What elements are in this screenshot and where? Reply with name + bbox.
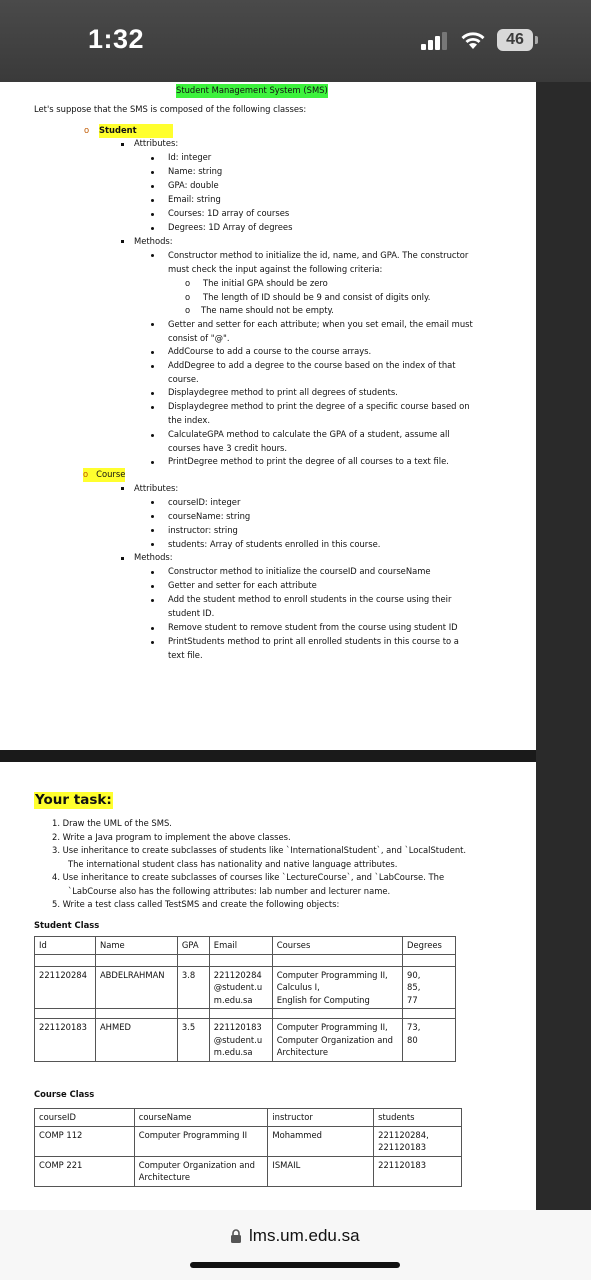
table-header: Degrees [403, 937, 456, 955]
student-method: CalculateGPA method to calculate the GPA of a student, assume all [168, 429, 450, 439]
cell-line: 221120284 [213, 969, 262, 980]
task-item: 2. Write a Java program to implement the above classes. [52, 832, 291, 842]
cell-students [374, 1126, 462, 1156]
cell-line: Calculus I, [276, 982, 320, 992]
battery-indicator: 46 [497, 29, 533, 51]
table-header: Name [95, 937, 177, 955]
student-methods-label: Methods: [134, 236, 173, 246]
student-table [34, 936, 456, 1062]
course-attr: students: Array of students enrolled in this course. [168, 539, 381, 549]
cell-id: 221120183 [35, 1019, 96, 1062]
cell-line: 80 [407, 1034, 418, 1045]
cell-line: @student.u [213, 982, 263, 992]
cell-line: Computer Programming II, [276, 969, 388, 980]
course-heading: Course [96, 469, 126, 479]
cell-line: 221120183 [378, 1142, 427, 1152]
cell-line: Computer Programming II [138, 1129, 248, 1140]
bullet-icon [151, 185, 154, 188]
viewer-background [536, 82, 591, 1210]
cell-students [374, 1156, 462, 1186]
cell-courses [272, 966, 402, 1009]
cell-line: Architecture [138, 1172, 190, 1182]
student-attr: Degrees: 1D Array of degrees [168, 222, 293, 232]
cell-gpa: 3.5 [177, 1019, 209, 1062]
bullet-icon [151, 351, 154, 354]
cell-line: 221120183 [378, 1159, 427, 1170]
table-row [35, 966, 456, 1009]
cell-line: 90, [407, 969, 421, 980]
cell-name: ABDELRAHMAN [95, 966, 177, 1009]
student-method: the index. [168, 415, 210, 425]
table-header: Courses [272, 937, 402, 955]
course-methods-label: Methods: [134, 552, 173, 562]
cell-line: Architecture [276, 1047, 328, 1057]
bullet-icon [151, 406, 154, 409]
cell-line: 77 [407, 994, 418, 1005]
cell-line: m.edu.sa [213, 994, 253, 1005]
square-bullet-icon [121, 557, 124, 560]
course-attr: instructor: string [168, 525, 238, 535]
student-method: consist of "@". [168, 333, 230, 343]
course-method: text file. [168, 650, 203, 660]
table-header: courseName [134, 1109, 268, 1127]
table-row [35, 1156, 462, 1186]
cell-line: Computer Programming II, [276, 1022, 388, 1032]
cell-course-name [134, 1156, 268, 1186]
bullet-icon [151, 171, 154, 174]
bullet-icon [151, 627, 154, 630]
table-header: students [374, 1109, 462, 1127]
url-text[interactable]: lms.um.edu.sa [249, 1226, 360, 1245]
course-attributes-label: Attributes: [134, 483, 179, 493]
student-attr: Id: integer [168, 152, 212, 162]
circle-bullet-icon: o [84, 125, 90, 135]
student-method: AddCourse to add a course to the course arrays. [168, 346, 372, 356]
cell-line: 221120183 [213, 1022, 262, 1032]
task-title: Your task: [35, 792, 112, 808]
table-header: instructor [268, 1109, 374, 1127]
task-item: 1. Draw the UML of the SMS. [52, 818, 172, 828]
course-method: Remove student to remove student from the course using student ID [168, 622, 458, 632]
bullet-icon [151, 515, 154, 518]
cell-line: @student.u [213, 1034, 263, 1045]
cell-email [209, 1019, 272, 1062]
course-class-label: Course Class [34, 1089, 95, 1099]
bullet-icon [151, 501, 154, 504]
bullet-icon [151, 543, 154, 546]
cell-courses [272, 1019, 402, 1062]
bullet-icon [151, 254, 154, 257]
square-bullet-icon [121, 240, 124, 243]
status-time: 1:32 [88, 24, 145, 54]
student-method: Constructor method to initialize the id, name, and GPA. The constructor [168, 250, 469, 260]
course-attr: courseID: integer [168, 497, 241, 507]
student-method: course. [168, 374, 199, 384]
student-attr: Name: string [168, 166, 223, 176]
bullet-icon [151, 434, 154, 437]
bullet-icon [151, 365, 154, 368]
bullet-icon [151, 641, 154, 644]
table-header: Email [209, 937, 272, 955]
cell-degrees [403, 966, 456, 1009]
circle-bullet-icon: o [185, 292, 191, 302]
doc-title: Student Management System (SMS) [176, 84, 328, 98]
cell-line: m.edu.sa [213, 1047, 253, 1057]
bullet-icon [151, 392, 154, 395]
wifi-icon [460, 30, 486, 50]
square-bullet-icon [121, 143, 124, 146]
square-bullet-icon [121, 487, 124, 490]
cell-line: English for Computing [276, 994, 370, 1005]
circle-bullet-icon: o [185, 278, 191, 288]
table-header-row [35, 1109, 462, 1127]
bullet-icon [151, 323, 154, 326]
cell-id: 221120284 [35, 966, 96, 1009]
bullet-icon [151, 599, 154, 602]
bullet-icon [151, 571, 154, 574]
table-row [35, 1126, 462, 1156]
bullet-icon [151, 227, 154, 230]
cell-line: 221120284, [378, 1129, 429, 1140]
student-method: Displaydegree method to print all degrees of students. [168, 387, 398, 397]
task-item: 4. Use inheritance to create subclasses of courses like `LectureCourse`, and `LabCourse. The [52, 872, 445, 882]
table-header: GPA [177, 937, 209, 955]
student-attr: GPA: double [168, 180, 219, 190]
page-separator [0, 750, 536, 762]
status-bar [0, 0, 591, 82]
bullet-icon [151, 461, 154, 464]
student-method: AddDegree to add a degree to the course based on the index of that [168, 360, 456, 370]
document-page-2 [0, 762, 536, 1210]
course-method: Constructor method to initialize the courseID and courseName [168, 566, 431, 576]
cell-line: 85, [407, 982, 421, 992]
table-spacer-row [35, 954, 456, 966]
cell-line: Computer Organization and [276, 1034, 393, 1045]
course-heading-row [83, 468, 125, 482]
course-method: student ID. [168, 608, 215, 618]
student-heading: Student [99, 124, 173, 138]
document-page-1 [0, 82, 536, 750]
criteria-item: The initial GPA should be zero [203, 278, 328, 288]
bullet-icon [151, 199, 154, 202]
student-attr: Courses: 1D array of courses [168, 208, 290, 218]
criteria-item: The length of ID should be 9 and consist of digits only. [203, 292, 431, 302]
cell-line: Computer Organization and [138, 1159, 255, 1170]
student-method: Getter and setter for each attribute; when you set email, the email must [168, 319, 473, 329]
course-method: Add the student method to enroll students in the course using their [168, 594, 452, 604]
doc-intro: Let's suppose that the SMS is composed of the following classes: [34, 104, 307, 114]
criteria-item: The name should not be empty. [201, 305, 334, 315]
home-indicator[interactable] [190, 1262, 400, 1268]
lock-icon [230, 1229, 242, 1243]
table-spacer-row [35, 1009, 456, 1019]
task-item: 5. Write a test class called TestSMS and create the following objects: [52, 899, 340, 909]
bullet-icon [151, 213, 154, 216]
circle-bullet-icon: o [83, 469, 97, 479]
battery-tip [535, 36, 538, 44]
student-method: Displaydegree method to print the degree of a specific course based on [168, 401, 470, 411]
cell-email [209, 966, 272, 1009]
bullet-icon [151, 585, 154, 588]
task-item: `LabCourse also has the following attributes: lab number and lecturer name. [68, 886, 391, 896]
cell-name: AHMED [95, 1019, 177, 1062]
cell-course-id: COMP 112 [35, 1126, 135, 1156]
table-header: courseID [35, 1109, 135, 1127]
cell-line: 73, [407, 1022, 421, 1032]
student-method: PrintDegree method to print the degree of all courses to a text file. [168, 456, 449, 466]
student-attr: Email: string [168, 194, 221, 204]
student-attributes-label: Attributes: [134, 138, 179, 148]
task-item: 3. Use inheritance to create subclasses of students like `InternationalStudent`, and `LocalStudent. [52, 845, 467, 855]
cell-degrees [403, 1019, 456, 1062]
table-header: Id [35, 937, 96, 955]
student-method: courses have 3 credit hours. [168, 443, 288, 453]
course-attr: courseName: string [168, 511, 251, 521]
cell-instructor: ISMAIL [268, 1156, 374, 1186]
cellular-signal-icon [421, 32, 449, 50]
course-method: Getter and setter for each attribute [168, 580, 317, 590]
student-class-label: Student Class [34, 920, 100, 930]
cell-course-name [134, 1126, 268, 1156]
circle-bullet-icon: o [185, 305, 191, 315]
bullet-icon [151, 529, 154, 532]
bullet-icon [151, 157, 154, 160]
cell-gpa: 3.8 [177, 966, 209, 1009]
course-method: PrintStudents method to print all enrolled students in this course to a [168, 636, 459, 646]
cell-course-id: COMP 221 [35, 1156, 135, 1186]
table-header-row [35, 937, 456, 955]
task-item: The international student class has nationality and native language attributes. [68, 859, 398, 869]
course-table [34, 1108, 462, 1187]
student-method: must check the input against the following criteria: [168, 264, 383, 274]
table-row [35, 1019, 456, 1062]
cell-instructor: Mohammed [268, 1126, 374, 1156]
